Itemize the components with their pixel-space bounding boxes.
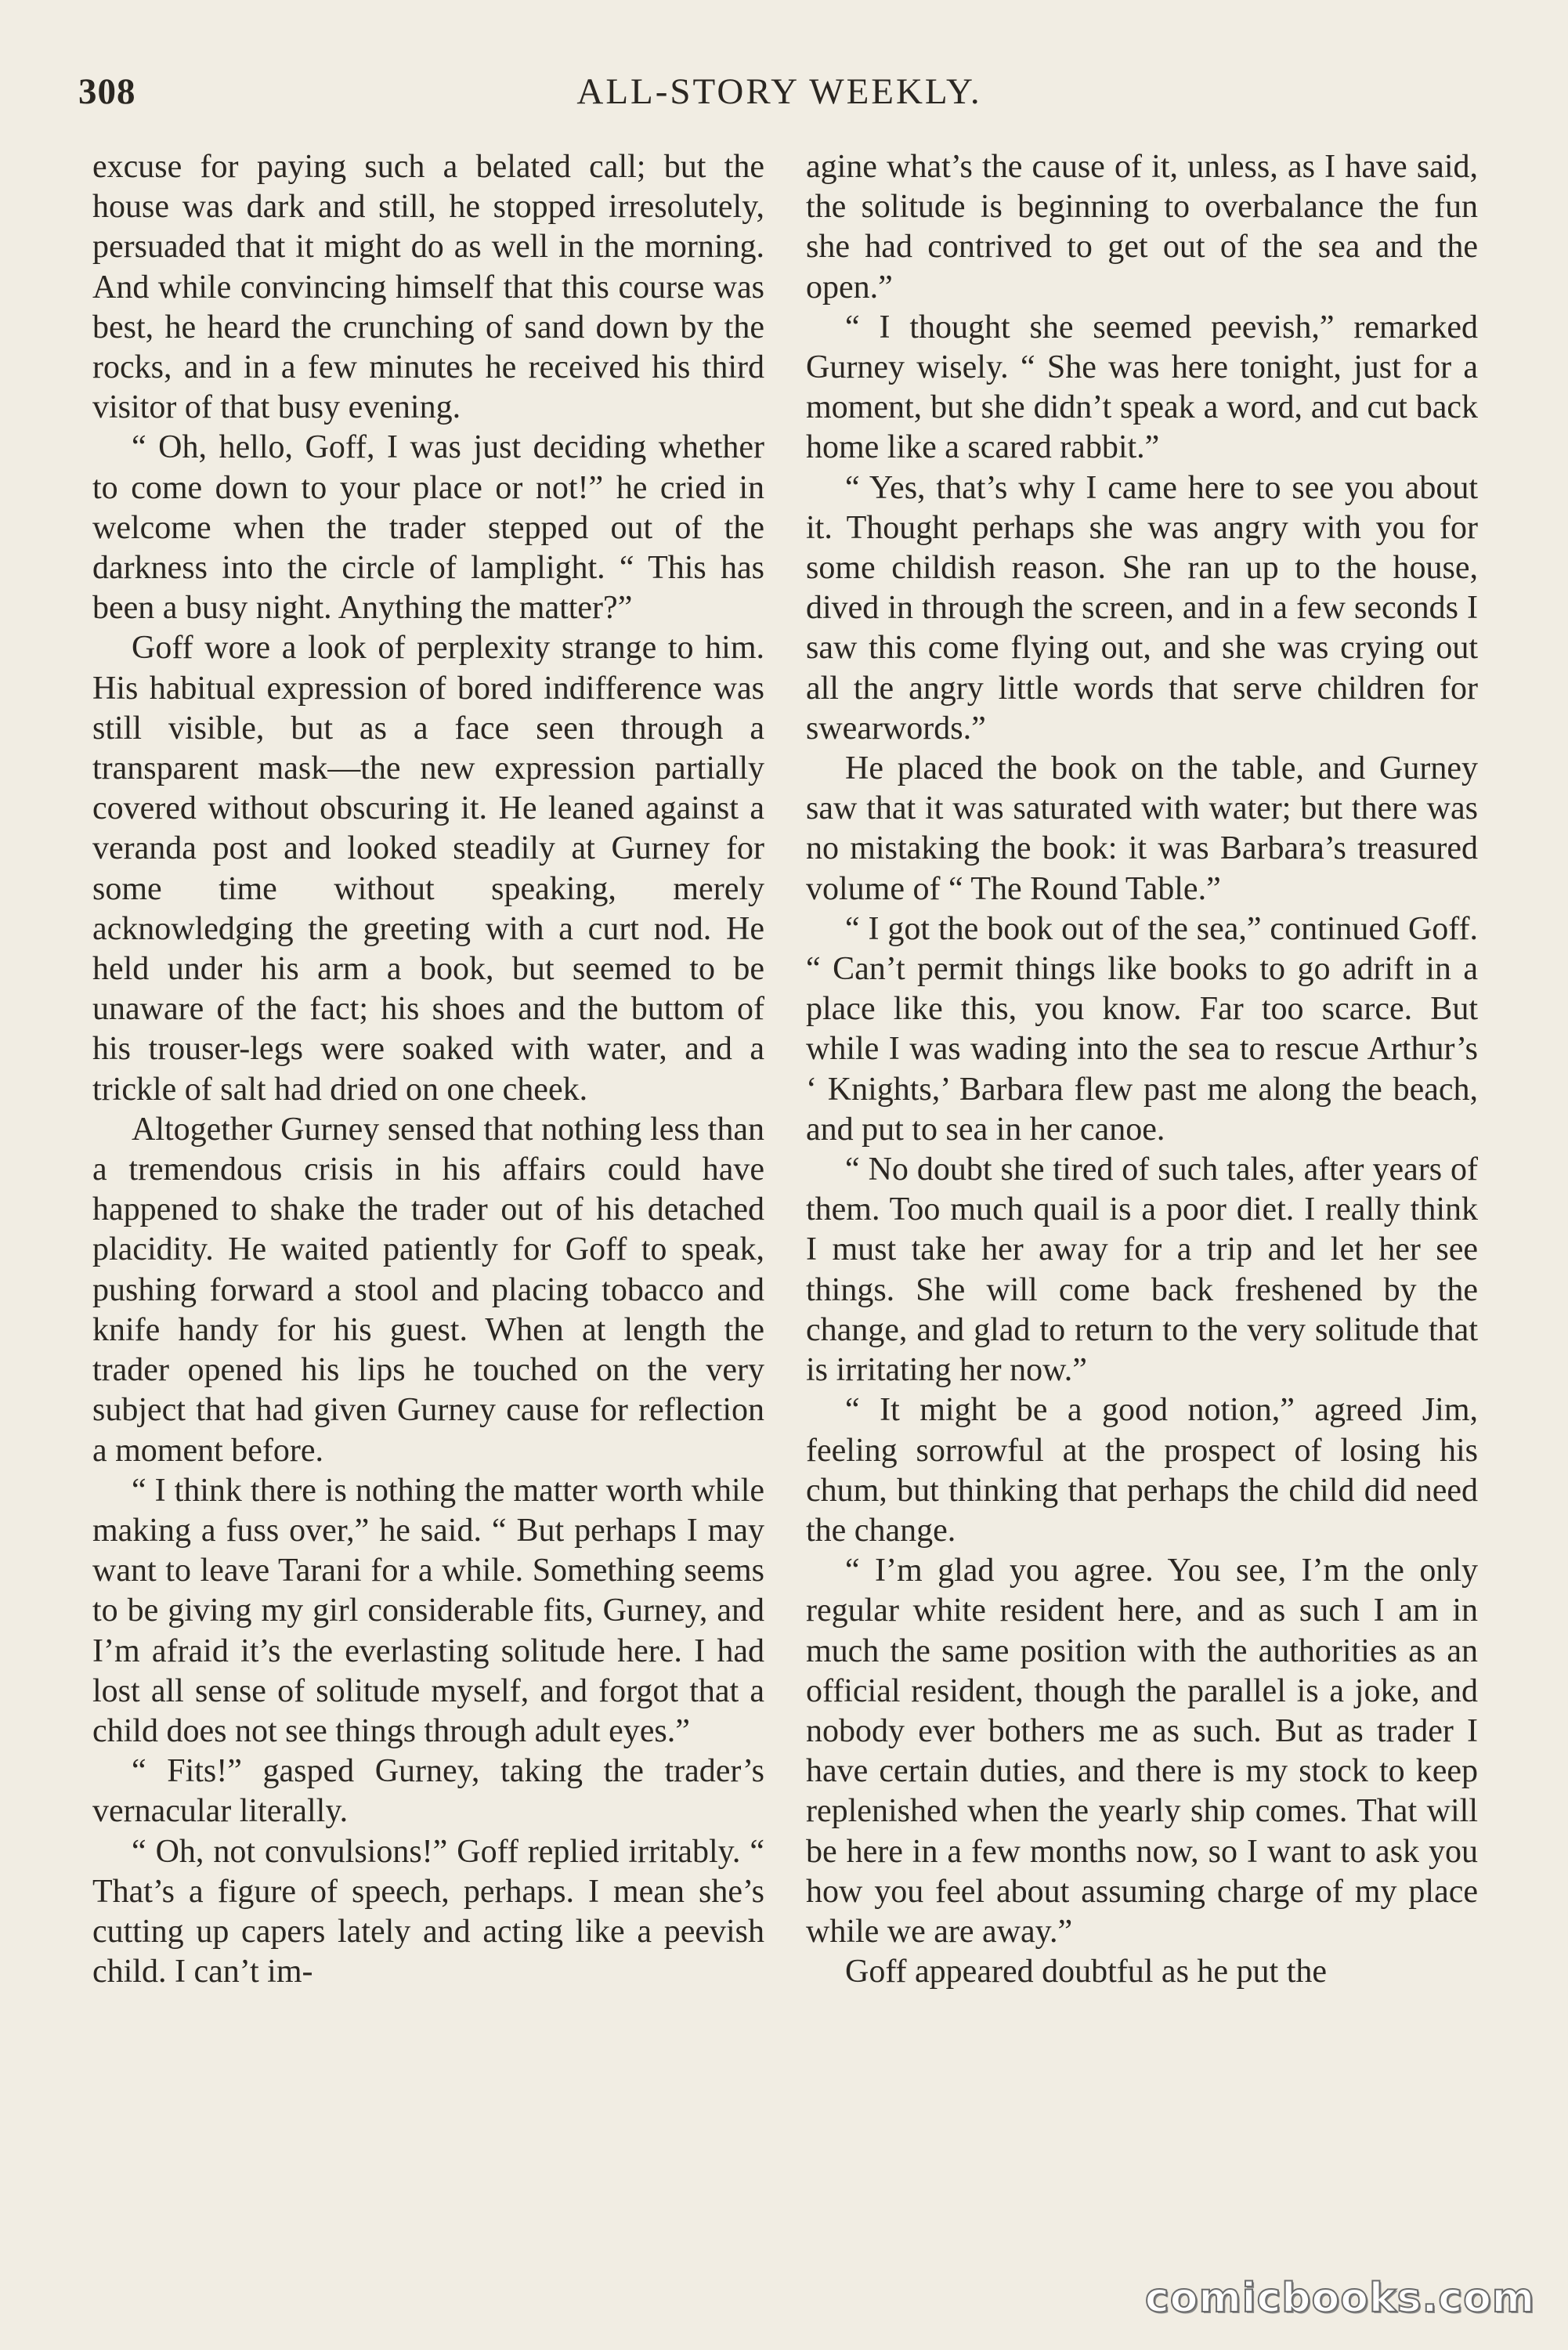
page-header — [78, 70, 1480, 125]
paragraph: “ I’m glad you agree. You see, I’m the only regular white resident here, and as such I am in much the same position with the authorities as an official resident, though the parallel is a joke, and nobody ever bothers me as such. But as trader I have certain duties, and there is my stock to keep replenished when the yearly ship comes. That will be here in a few months now, so I want to ask you how you feel about assuming charge of my place while we are away.” — [806, 1553, 1478, 1950]
paragraph: “ Yes, that’s why I came here to see you about it. Thought perhaps she was angry with you for some childish reason. She ran up to the house, dived in through the screen, and in a few seconds I saw this come flying out, and she was crying out all the angry little words that serve children for swearwords.” — [806, 469, 1478, 747]
paragraph: “ I think there is nothing the matter worth while making a fuss over,” he said. “ But perhaps I may want to leave Tarani for a while. Something seems to be giving my girl considerable fits, Gurney, and I’m afraid it’s the everlasting solitude here. I had lost all sense of solitude myself, and forgot that a child does not see things through adult eyes.” — [92, 1472, 764, 1749]
page-number: 308 — [78, 71, 136, 112]
paragraph: “ Oh, not convulsions!” Goff replied irritably. “ That’s a figure of speech, perhaps. I mean she’s cutting up capers lately and acting like a peevish child. I can’t im- — [92, 1833, 764, 1990]
paragraph: “ Fits!” gasped Gurney, taking the trader’s vernacular literally. — [92, 1753, 764, 1830]
paragraph: Goff appeared doubtful as he put the — [845, 1954, 1328, 1990]
paragraph: “ I got the book out of the sea,” continued Goff. “ Can’t permit things like books to go adrift in a place like this, you know. Far too scarce. But while I was wading into the sea to rescue Arthur’s ‘ Knights,’ Barbara flew past me along the beach, and put to sea in her canoe. — [806, 910, 1478, 1148]
paragraph: Altogether Gurney sensed that nothing less than a tremendous crisis in his affairs could have happened to shake the trader out of his detached placidity. He waited patiently for Goff to speak, pushing forward a stool and placing tobacco and knife handy for his guest. When at length the trader opened his lips he touched on the very subject that had given Gurney cause for reflection a moment before. — [92, 1111, 764, 1469]
paragraph: “ I thought she seemed peevish,” remarked Gurney wisely. “ She was here tonight, just for a moment, but she didn’t speak a word, and cut back home like a scared rabbit.” — [806, 309, 1478, 466]
paragraph: “ Oh, hello, Goff, I was just deciding whether to come down to your place or not!” he cried in welcome when the trader stepped out of the darkness into the circle of lamplight. “ This has been a busy night. Anything the matter?” — [92, 429, 764, 627]
paragraph: He placed the book on the table, and Gurney saw that it was saturated with water; but there was no mistaking the book: it was Barbara’s treasured volume of “ The Round Table.” — [806, 750, 1478, 907]
site-watermark: comicbooks.com — [1144, 2275, 1535, 2322]
left-column — [92, 147, 764, 1992]
right-column — [806, 147, 1478, 1992]
paragraph: Goff wore a look of perplexity strange to him. His habitual expression of bored indifference was still visible, but as a face seen through a transparent mask—the new expression partially covered without obscuring it. He leaned against a veranda post and looked steadily at Gurney for some time without speaking, merely acknowledging the greeting with a curt nod. He held under his arm a book, but seemed to be unaware of the fact; his shoes and the buttom of his trouser-legs were soaked with water, and a trickle of salt had dried on one cheek. — [92, 630, 764, 1108]
paragraph: “ No doubt she tired of such tales, after years of them. Too much quail is a poor diet. I really think I must take her away for a trip and let her see things. She will come back freshened by the change, and glad to return to the very solitude that is irritating her now.” — [806, 1152, 1478, 1389]
paragraph: agine what’s the cause of it, unless, as I have said, the solitude is beginning to overbalance the fun she had contrived to get out of the sea and the open.” — [806, 149, 1478, 306]
paragraph: excuse for paying such a belated call; but the house was dark and still, he stopped irresolutely, persuaded that it might do as well in the morning. And while convincing himself that this course was best, he heard the crunching of sand down by the rocks, and in a few minutes he received his third visitor of that busy evening. — [92, 149, 764, 426]
paragraph: “ It might be a good notion,” agreed Jim, feeling sorrowful at the prospect of losing his chum, but thinking that perhaps the child did need the change. — [806, 1392, 1478, 1549]
running-head: ALL-STORY WEEKLY. — [576, 71, 982, 112]
